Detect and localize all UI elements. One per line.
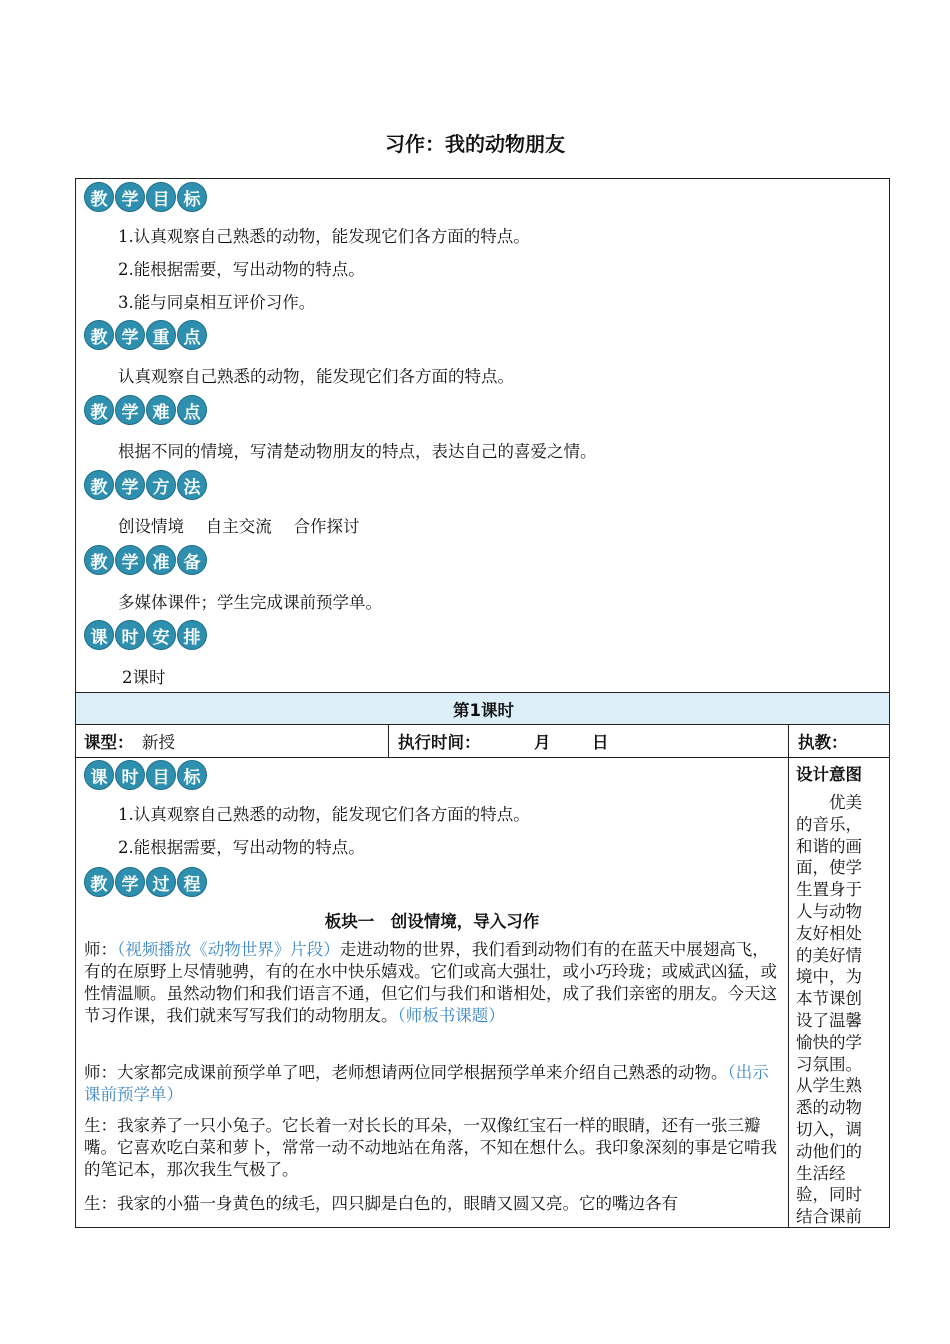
day-label: 日 (592, 733, 609, 752)
design-intent-text: 优美的音乐，和谐的画面，使学生置身于人与动物友好相处的美好情境中，为本节课创设了温馨愉快的学习氛围。从学生熟悉的动物切入，调动他们的生活经验，同时结合课前 (796, 793, 862, 1227)
month-label: 月 (534, 733, 551, 752)
badge-lesson-goals (84, 760, 208, 790)
badge-teaching-goals (84, 182, 208, 212)
badge-char: 标 (177, 760, 207, 790)
divider (76, 724, 889, 725)
badge-char: 法 (177, 470, 207, 500)
badge-char: 方 (146, 470, 176, 500)
badge-char: 教 (84, 182, 114, 212)
difficulty-text: 根据不同的情境，写清楚动物朋友的特点，表达自己的喜爱之情。 (118, 442, 597, 461)
badge-char: 排 (177, 620, 207, 650)
badge-char: 目 (146, 760, 176, 790)
block-one-heading: 板块一 创设情境，导入习作 (324, 912, 540, 931)
badge-schedule (84, 620, 208, 650)
badge-char: 课 (84, 620, 114, 650)
badge-char: 备 (177, 545, 207, 575)
lesson-type-value: 新授 (142, 733, 175, 752)
badge-char: 程 (177, 867, 207, 897)
goal-line-1: 1.认真观察自己熟悉的动物，能发现它们各方面的特点。 (118, 227, 530, 246)
lesson-goal-line-2: 2.能根据需要，写出动物的特点。 (118, 838, 365, 857)
lesson-goal-line-1: 1.认真观察自己熟悉的动物，能发现它们各方面的特点。 (118, 805, 530, 824)
lesson-plan-table (75, 178, 890, 1228)
badge-char: 学 (115, 182, 145, 212)
methods-text: 创设情境 自主交流 合作探讨 (118, 517, 360, 536)
badge-char: 标 (177, 182, 207, 212)
badge-char: 教 (84, 395, 114, 425)
badge-char: 时 (115, 760, 145, 790)
stage-direction: （师板书课题） (397, 1006, 505, 1025)
badge-key-points (84, 320, 208, 350)
badge-teaching-process (84, 867, 208, 897)
preparation-text: 多媒体课件；学生完成课前预学单。 (118, 593, 382, 612)
design-intent-label: 设计意图 (796, 765, 862, 784)
stage-direction: （视频播放《动物世界》片段） (117, 940, 340, 959)
document-title: 习作：我的动物朋友 (385, 132, 565, 156)
speech-text: 师：大家都完成课前预学单了吧，老师想请两位同学根据预学单来介绍自己熟悉的动物。 (84, 1063, 728, 1082)
paragraph-teacher-prompt (84, 1062, 784, 1106)
badge-char: 学 (115, 395, 145, 425)
badge-char: 安 (146, 620, 176, 650)
paragraph-student-cat: 生：我家的小猫一身黄色的绒毛，四只脚是白色的，眼睛又圆又亮。它的嘴边各有 (84, 1194, 678, 1213)
badge-char: 点 (177, 395, 207, 425)
badge-char: 过 (146, 867, 176, 897)
paragraph-student-rabbit: 生：我家养了一只小兔子。它长着一对长长的耳朵，一双像红宝石一样的眼睛，还有一张三瓣嘴。它喜欢吃白菜和萝卜，常常一动不动地站在角落，不知在想什么。我印象深刻的事是它啃我的笔记本，那次我生气极了。 (84, 1116, 777, 1179)
goal-line-2: 2.能根据需要，写出动物的特点。 (118, 260, 365, 279)
badge-methods (84, 470, 208, 500)
divider (388, 724, 389, 757)
badge-char: 教 (84, 867, 114, 897)
badge-char: 教 (84, 320, 114, 350)
stage-direction: （出示课前预学单） (84, 1063, 769, 1104)
teacher-label: 执教： (798, 733, 848, 752)
badge-char: 点 (177, 320, 207, 350)
badge-difficulties (84, 395, 208, 425)
badge-char: 时 (115, 620, 145, 650)
badge-char: 重 (146, 320, 176, 350)
badge-char: 教 (84, 545, 114, 575)
schedule-text: 2课时 (122, 668, 166, 687)
goal-line-3: 3.能与同桌相互评价习作。 (118, 293, 316, 312)
lesson-title: 第1课时 (453, 701, 514, 720)
badge-char: 难 (146, 395, 176, 425)
lesson-type-label: 课型： (84, 733, 134, 752)
badge-preparation (84, 545, 208, 575)
badge-char: 学 (115, 545, 145, 575)
badge-char: 准 (146, 545, 176, 575)
badge-char: 学 (115, 320, 145, 350)
speaker: 师： (84, 940, 117, 959)
badge-char: 学 (115, 470, 145, 500)
key-points-text: 认真观察自己熟悉的动物，能发现它们各方面的特点。 (118, 367, 514, 386)
badge-char: 课 (84, 760, 114, 790)
time-label: 执行时间： (398, 733, 481, 752)
badge-char: 学 (115, 867, 145, 897)
divider (76, 757, 889, 758)
speech-text: 走进动物的世界，我们看到动物们有的在蓝天中展翅高飞，有的在原野上尽情驰骋，有的在水中快乐嬉戏。它们或高大强壮，或小巧玲珑；或威武凶猛，或性情温顺。虽然动物们和我们语言不通，但它们与我们和谐相处，成了我们亲密的朋友。今天这节习作课，我们就来写写我们的动物朋友。 (84, 940, 777, 1025)
divider (788, 724, 789, 1228)
badge-char: 目 (146, 182, 176, 212)
paragraph-teacher-intro (84, 939, 784, 1027)
badge-char: 教 (84, 470, 114, 500)
